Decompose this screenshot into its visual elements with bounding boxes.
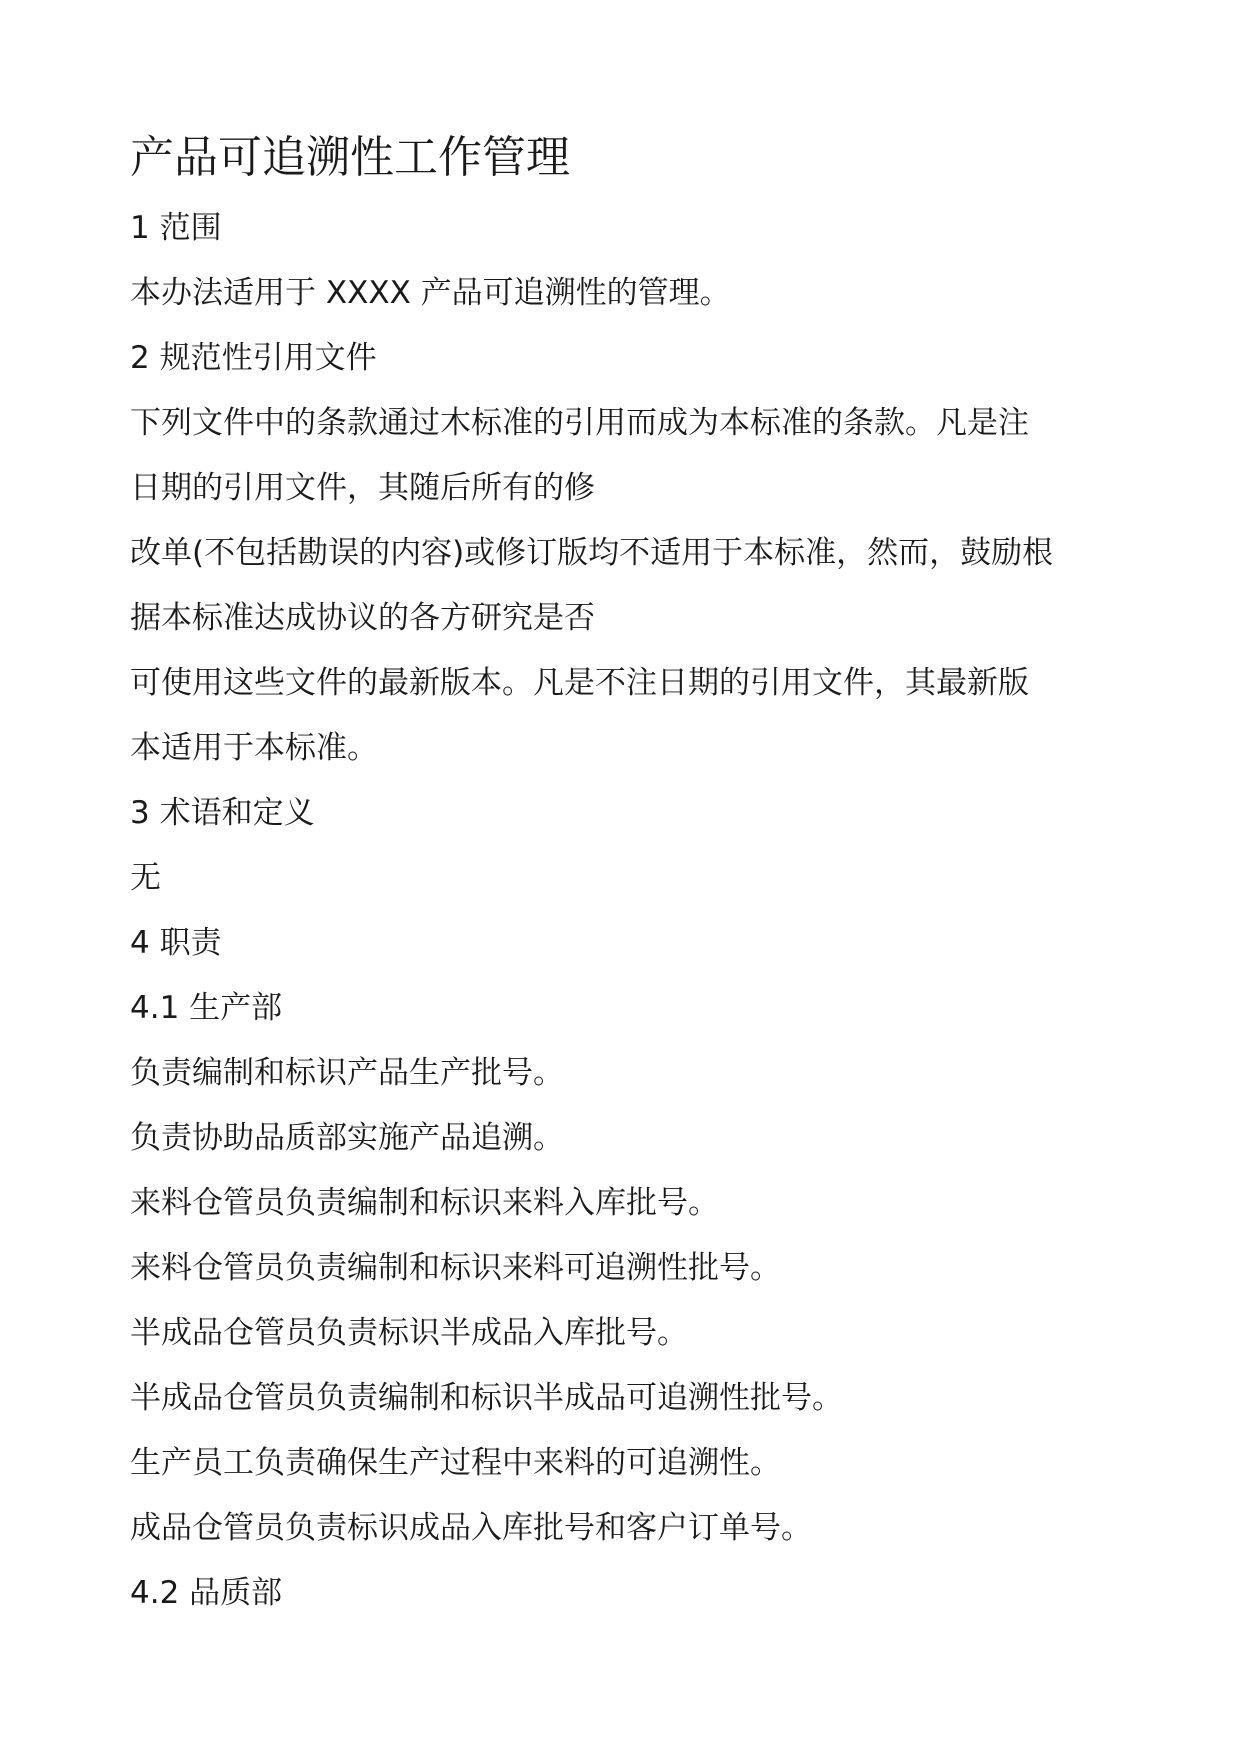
paragraph-line: 据本标准达成协议的各方研究是否 <box>130 600 595 636</box>
paragraph-line: 日期的引用文件，其随后所有的修 <box>130 470 595 506</box>
paragraph-line: 生产员工负责确保生产过程中来料的可追溯性。 <box>130 1445 781 1481</box>
paragraph-line: 半成品仓管员负责编制和标识半成品可追溯性批号。 <box>130 1380 843 1416</box>
paragraph-line: 负责协助品质部实施产品追溯。 <box>130 1120 564 1156</box>
section-heading-scope: 1 范围 <box>130 210 222 246</box>
paragraph-line: 来料仓管员负责编制和标识来料可追溯性批号。 <box>130 1250 781 1286</box>
paragraph-line: 成品仓管员负责标识成品入库批号和客户订单号。 <box>130 1510 812 1546</box>
document-title: 产品可追溯性工作管理 <box>130 132 570 183</box>
paragraph-line: 本适用于本标准。 <box>130 730 378 766</box>
paragraph-line: 改单(不包括勘误的内容)或修订版均不适用于本标准，然而，鼓励根 <box>130 535 1054 571</box>
section-heading-responsibilities: 4 职责 <box>130 925 222 961</box>
paragraph-line: 负责编制和标识产品生产批号。 <box>130 1055 564 1091</box>
paragraph-line: 来料仓管员负责编制和标识来料入库批号。 <box>130 1185 719 1221</box>
subsection-heading-production: 4.1 生产部 <box>130 990 283 1026</box>
subsection-heading-quality: 4.2 品质部 <box>130 1575 283 1611</box>
paragraph-line: 无 <box>130 860 161 896</box>
document-page <box>130 128 1120 1626</box>
paragraph-line: 可使用这些文件的最新版本。凡是不注日期的引用文件，其最新版 <box>130 665 1029 701</box>
paragraph-line: 下列文件中的条款通过木标准的引用而成为本标准的条款。凡是注 <box>130 405 1029 441</box>
section-heading-references: 2 规范性引用文件 <box>130 340 377 376</box>
section-heading-terms: 3 术语和定义 <box>130 795 315 831</box>
paragraph-line: 本办法适用于 XXXX 产品可追溯性的管理。 <box>130 275 731 311</box>
paragraph-line: 半成品仓管员负责标识半成品入库批号。 <box>130 1315 688 1351</box>
